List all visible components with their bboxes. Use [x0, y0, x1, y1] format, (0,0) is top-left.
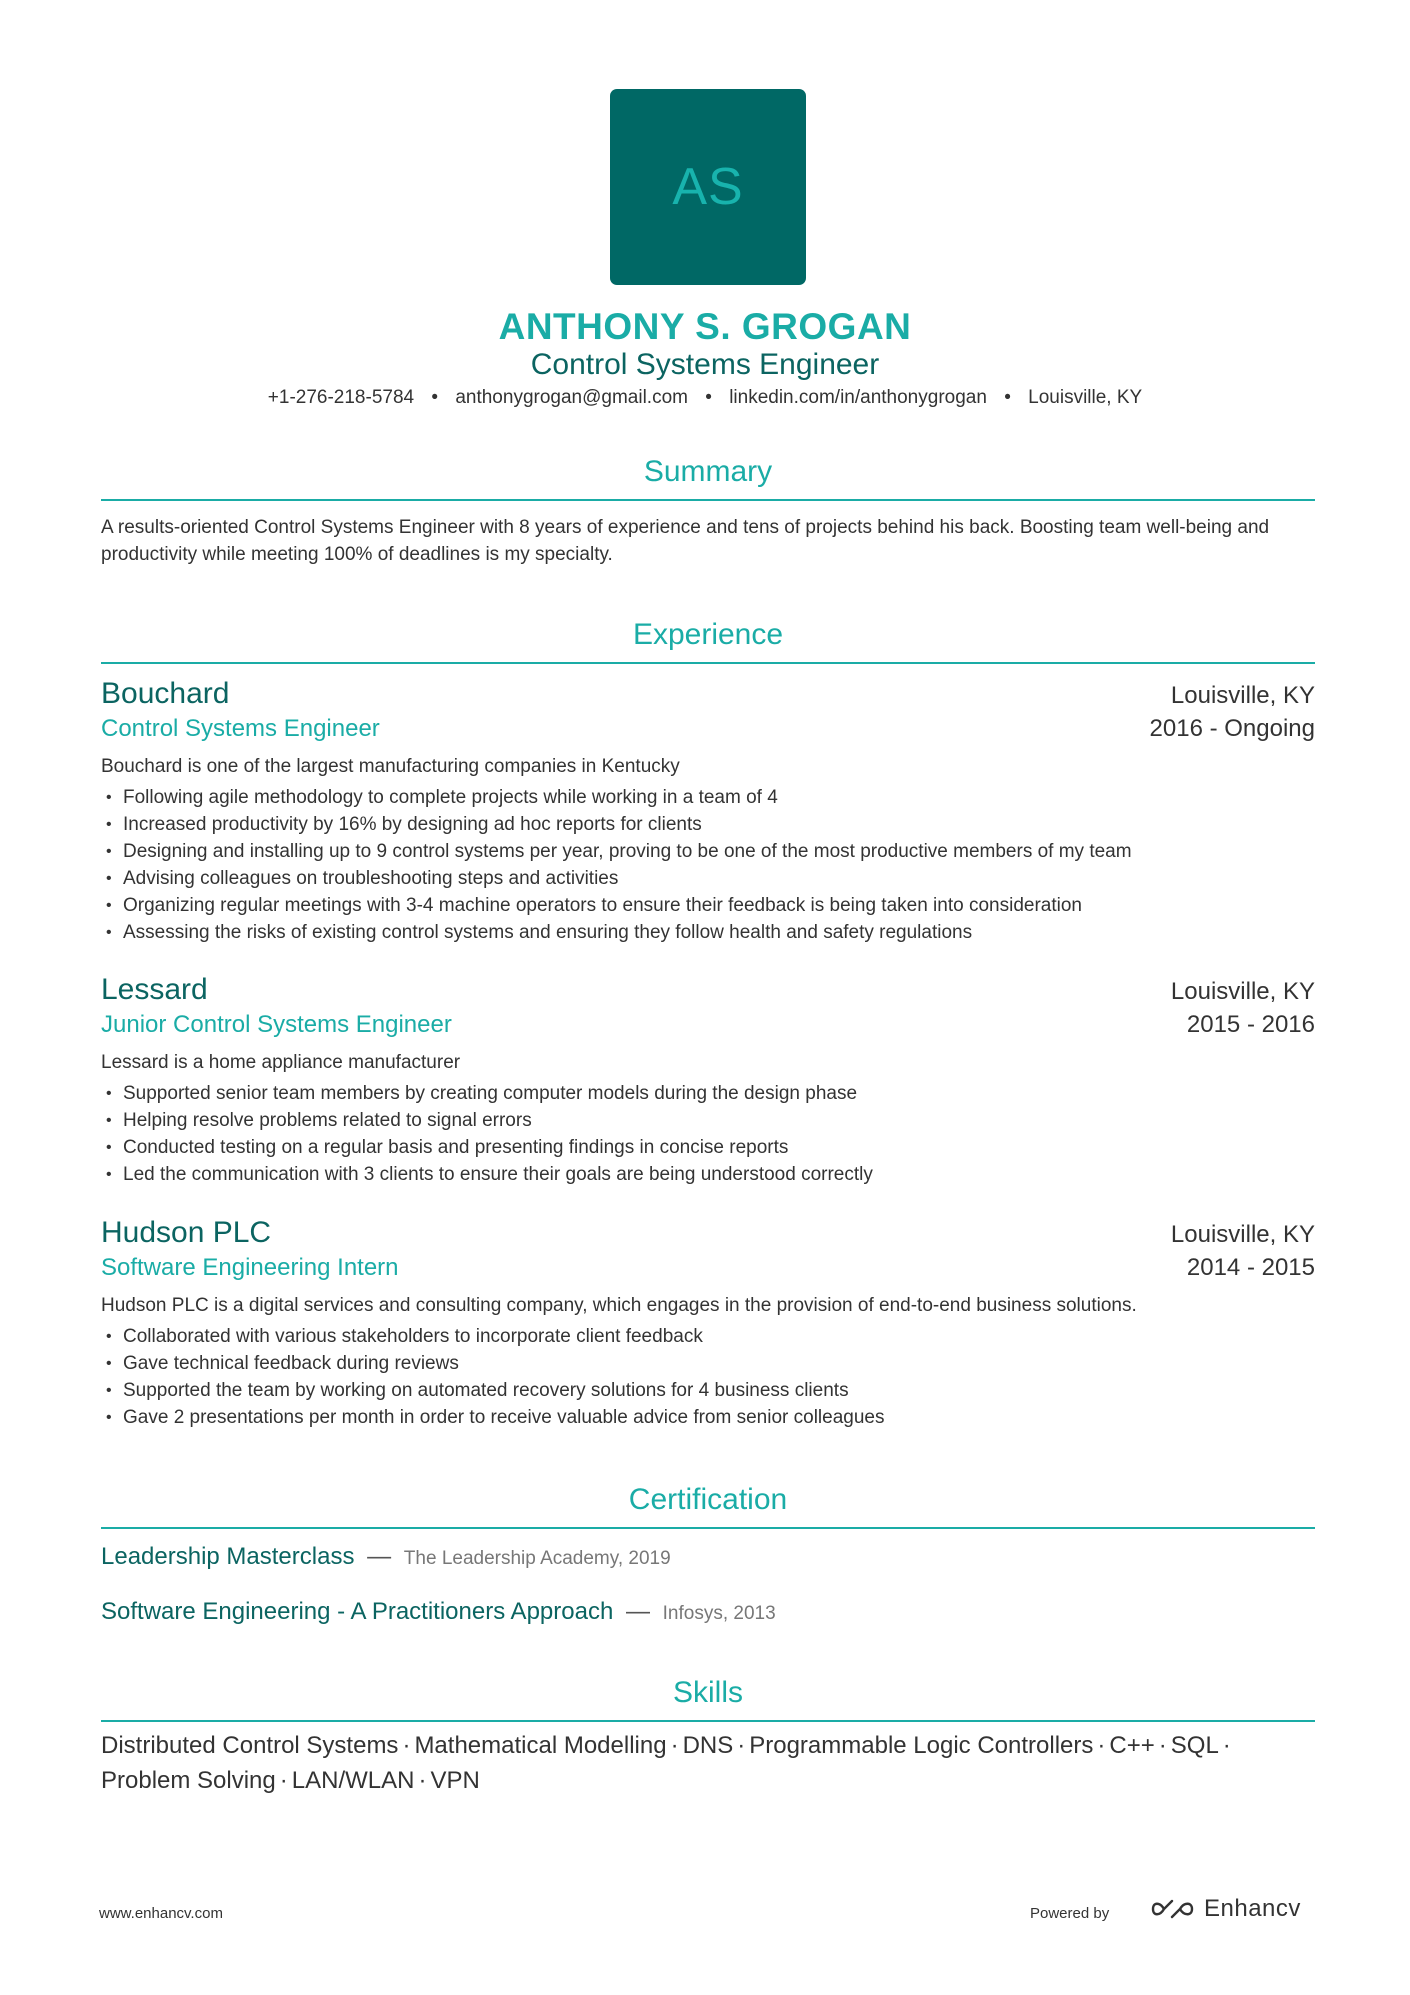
contact-phone[interactable]: +1-276-218-5784	[267, 387, 415, 408]
job-dates: 2014 - 2015	[1186, 1254, 1315, 1281]
summary-text: A results-oriented Control Systems Engineer with 8 years of experience and tens of projects behind his back. Boosting team well-being and productivity while meeting 100% of deadlines is my specialty.	[101, 517, 1270, 565]
certification-divider	[101, 1527, 1315, 1529]
summary-heading: Summary	[643, 455, 773, 488]
job-company: Bouchard	[101, 677, 230, 710]
certification-item	[101, 1598, 1315, 1626]
job-bullet: • Advising colleagues on troubleshooting steps and activities	[101, 865, 1315, 892]
job-bullet: • Organizing regular meetings with 3-4 machine operators to ensure their feedback is being taken into consideration	[101, 892, 1315, 919]
skill-item: Mathematical Modelling	[414, 1732, 667, 1759]
footer-powered-by: Powered by	[1030, 1905, 1110, 1922]
job-entry-bouchard	[101, 677, 1315, 946]
certification-dash: —	[367, 1543, 392, 1570]
contact-linkedin[interactable]: linkedin.com/in/anthonygrogan	[729, 387, 987, 408]
job-bullet: • Conducted testing on a regular basis and presenting findings in concise reports	[101, 1134, 1315, 1161]
job-description: Lessard is a home appliance manufacturer	[101, 1052, 461, 1073]
skill-item: SQL	[1170, 1732, 1219, 1759]
job-bullet: • Gave technical feedback during reviews	[101, 1350, 1315, 1377]
job-bullets	[101, 1080, 1315, 1188]
candidate-title: Control Systems Engineer	[530, 348, 880, 381]
summary-divider	[101, 499, 1315, 501]
job-role: Junior Control Systems Engineer	[101, 1011, 452, 1038]
certification-item	[101, 1543, 1315, 1571]
certification-heading: Certification	[628, 1483, 788, 1516]
experience-divider	[101, 662, 1315, 664]
job-bullet: • Collaborated with various stakeholders to incorporate client feedback	[101, 1323, 1315, 1350]
job-bullet: • Helping resolve problems related to signal errors	[101, 1107, 1315, 1134]
separator-dot: •	[431, 387, 439, 408]
job-location: Louisville, KY	[1170, 682, 1315, 709]
job-bullets	[101, 784, 1315, 946]
job-dates: 2016 - Ongoing	[1149, 715, 1315, 742]
candidate-name: ANTHONY S. GROGAN	[498, 306, 912, 347]
job-location: Louisville, KY	[1170, 978, 1315, 1005]
job-description: Bouchard is one of the largest manufacturing companies in Kentucky	[101, 756, 680, 777]
job-bullet: • Assessing the risks of existing control systems and ensuring they follow health and safety regulations	[101, 919, 1315, 946]
job-bullet: • Designing and installing up to 9 control systems per year, proving to be one of the most productive members of my team	[101, 838, 1315, 865]
job-bullet: • Supported the team by working on automated recovery solutions for 4 business clients	[101, 1377, 1315, 1404]
skills-heading: Skills	[672, 1676, 743, 1709]
job-description: Hudson PLC is a digital services and consulting company, which engages in the provision of end-to-end business solutions.	[101, 1295, 1137, 1316]
job-bullet: • Following agile methodology to complete projects while working in a team of 4	[101, 784, 1315, 811]
separator-dot: •	[705, 387, 712, 408]
certification-title: Leadership Masterclass	[101, 1543, 355, 1570]
job-bullets	[101, 1323, 1315, 1431]
job-role: Control Systems Engineer	[101, 715, 380, 742]
skill-item: VPN	[430, 1767, 480, 1794]
skill-item: LAN/WLAN	[291, 1767, 415, 1794]
job-role: Software Engineering Intern	[101, 1254, 399, 1281]
skills-list: Distributed Control Systems · Mathematical Modelling · DNS · Programmable Logic Controllers · C++ · SQL · Problem Solving · LAN/WLAN · VPN	[101, 1732, 1231, 1794]
contact-bar	[0, 387, 1410, 409]
skills-divider	[101, 1720, 1315, 1722]
certification-title: Software Engineering - A Practitioners Approach	[101, 1598, 614, 1625]
skill-item: C++	[1109, 1732, 1155, 1759]
certification-source: The Leadership Academy, 2019	[403, 1548, 671, 1569]
enhancv-brand: Enhancv	[1204, 1895, 1301, 1922]
avatar-initials: AS	[672, 158, 744, 216]
job-location: Louisville, KY	[1170, 1221, 1315, 1248]
experience-heading: Experience	[632, 618, 784, 651]
certification-dash: —	[625, 1598, 650, 1625]
contact-email[interactable]: anthonygrogan@gmail.com	[455, 387, 688, 408]
avatar	[610, 89, 806, 285]
footer-url[interactable]: www.enhancv.com	[99, 1905, 223, 1922]
certification-source: Infosys, 2013	[662, 1603, 776, 1624]
job-bullet: • Led the communication with 3 clients to ensure their goals are being understood correctly	[101, 1161, 1315, 1188]
job-entry-lessard	[101, 973, 1315, 1188]
skill-item: Programmable Logic Controllers	[749, 1732, 1094, 1759]
job-bullet: • Increased productivity by 16% by designing ad hoc reports for clients	[101, 811, 1315, 838]
contact-location: Louisville, KY	[1028, 387, 1143, 408]
skill-item: Distributed Control Systems	[101, 1732, 399, 1759]
skill-item: DNS	[682, 1732, 734, 1759]
job-entry-hudson	[101, 1216, 1315, 1431]
job-company: Hudson PLC	[101, 1216, 272, 1249]
job-company: Lessard	[101, 973, 208, 1006]
skill-item: Problem Solving	[101, 1767, 276, 1794]
enhancv-logo-icon	[1150, 1897, 1196, 1921]
separator-dot: •	[1004, 387, 1011, 408]
job-dates: 2015 - 2016	[1186, 1011, 1315, 1038]
job-bullet: • Supported senior team members by creating computer models during the design phase	[101, 1080, 1315, 1107]
job-bullet: • Gave 2 presentations per month in order to receive valuable advice from senior colleagues	[101, 1404, 1315, 1431]
enhancv-logo[interactable]	[1150, 1895, 1301, 1923]
